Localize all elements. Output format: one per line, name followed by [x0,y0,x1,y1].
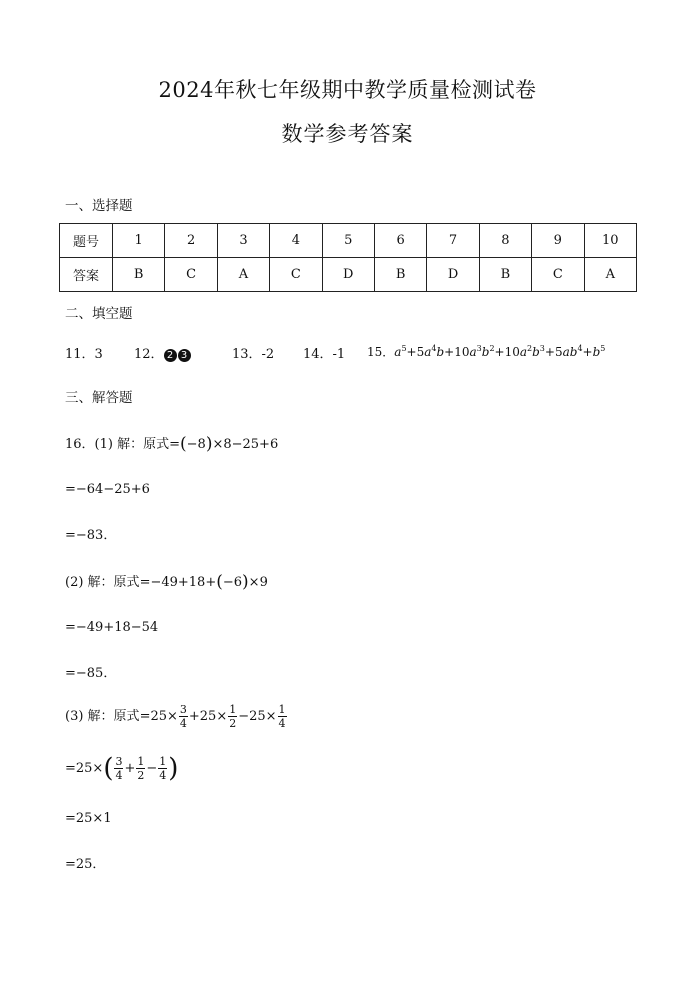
answer-cell: B [479,258,531,292]
expansion-formula: $a^5+5a^4b+10a^3b^2+10a^2b^3+5ab^4+b^5$ [394,344,606,359]
answer-cell: C [165,258,217,292]
answer-cell: C [532,258,584,292]
q16-3-step1 [65,703,288,730]
q16-1-label: 16．(1) 解：原式 [65,437,170,452]
fill-answer-12-label: 12． [134,347,164,362]
answer-cell: B [113,258,165,292]
question-number: 5 [322,224,374,258]
row-label-number: 题号 [60,224,113,258]
answer-cell: B [374,258,426,292]
row-label-answer: 答案 [60,258,113,292]
question-number: 8 [479,224,531,258]
formula: =−49+18+(−6)×9 [139,572,268,592]
section-solve-heading: 三、解答题 [65,390,133,406]
question-number: 7 [427,224,479,258]
fill-answer-15 [367,343,605,360]
fill-answer-12 [134,343,192,362]
choice-answer-table [59,223,637,292]
q16-2-label: (2) 解：原式 [65,575,140,590]
answer-cell: A [217,258,269,292]
fill-answer-15-label: 15． [367,345,395,359]
q16-1-step1 [65,433,278,454]
page-subtitle: 数学参考答案 [281,122,414,146]
answer-cell: C [270,258,322,292]
q16-3-step4: =25． [65,857,106,872]
question-number: 1 [113,224,165,258]
q16-2-step1 [65,571,268,592]
question-number: 10 [584,224,636,258]
circled-number: 2 [164,349,177,362]
fill-answer-11: 11．3 [65,347,103,362]
q16-3-step2: =25×( $\frac{3}{4}$ + $\frac{1}{2}$ − $\frac{1}{4}$ ) [65,753,179,784]
question-number: 6 [374,224,426,258]
circled-number: 3 [178,349,191,362]
question-number: 4 [270,224,322,258]
q16-1-step3: =−83． [65,528,117,543]
answer-cell: A [584,258,636,292]
table-row-numbers [60,224,637,258]
section-fill-heading: 二、填空题 [65,306,133,322]
page-title: 2024年秋七年级期中教学质量检测试卷 [158,78,537,102]
q16-1-step2: =−64−25+6 [65,482,150,497]
question-number: 2 [165,224,217,258]
question-number: 3 [217,224,269,258]
q16-2-step3: =−85． [65,666,117,681]
q16-3-label: (3) 解：原式 [65,709,140,724]
table-row-answers [60,258,637,292]
answer-cell: D [322,258,374,292]
formula: =(−8)×8−25+6 [169,434,279,454]
q16-3-step3: =25×1 [65,811,112,826]
fill-answer-13: 13．-2 [232,347,275,362]
formula: =25× $\frac{3}{4}$ +25× $\frac{1}{2}$ −25× $\frac{1}{4}$ [139,703,286,730]
fill-answer-14: 14．-1 [303,347,346,362]
question-number: 9 [532,224,584,258]
q16-2-step2: =−49+18−54 [65,620,159,635]
section-choice-heading: 一、选择题 [65,198,133,214]
answer-cell: D [427,258,479,292]
